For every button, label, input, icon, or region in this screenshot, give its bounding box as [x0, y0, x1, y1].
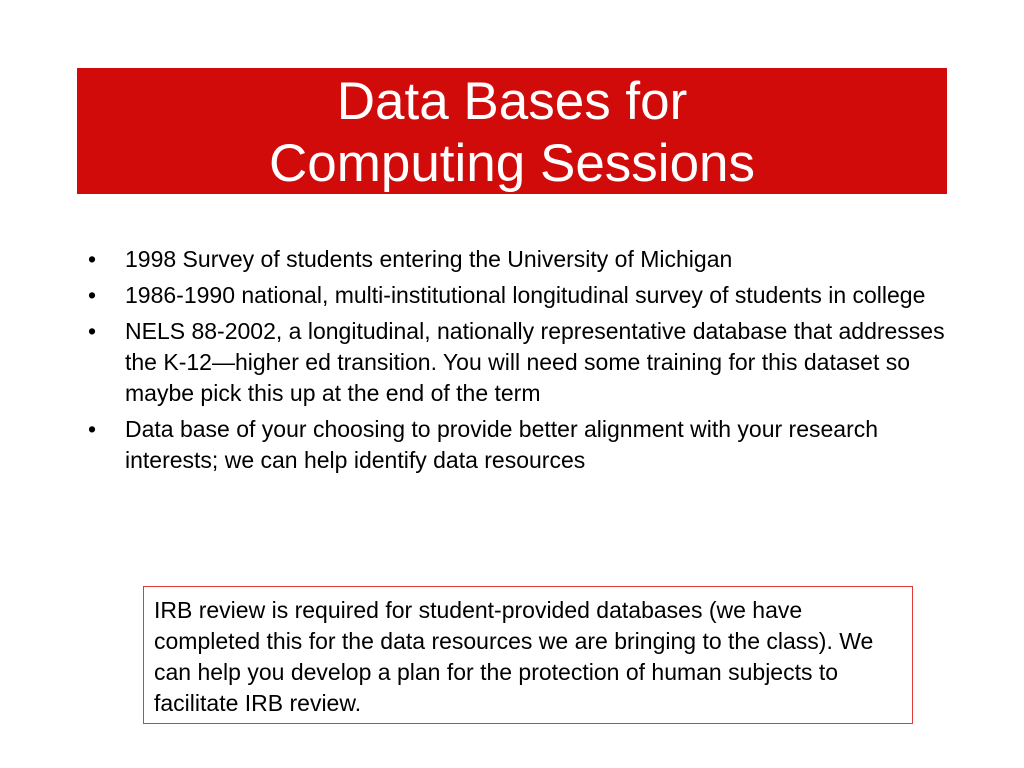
- bullet-text: 1998 Survey of students entering the University of Michigan: [125, 246, 733, 272]
- bullet-text: 1986-1990 national, multi-institutional longitudinal survey of students in college: [125, 282, 926, 308]
- bullet-text: NELS 88-2002, a longitudinal, nationally representative database that addresses the K-12—higher ed transition. You will need some training for this dataset so maybe pick this up at the end of the term: [125, 318, 945, 406]
- bullet-item-nels: [88, 316, 948, 409]
- bullet-marker: •: [88, 246, 97, 272]
- slide-title-line-1: Data Bases for: [336, 72, 688, 131]
- bullet-item-1998-survey: [88, 244, 948, 275]
- bullet-marker: •: [88, 282, 97, 308]
- title-banner: [77, 68, 947, 194]
- irb-note-text: IRB review is required for student-provided databases (we have completed this for the data resources we are bringing to the class). We can help you develop a plan for the protection of human subjects to facilitate IRB review.: [154, 597, 874, 716]
- slide-title-line-2: Computing Sessions: [268, 134, 756, 193]
- bullet-item-own-database: [88, 414, 948, 476]
- bullet-text: Data base of your choosing to provide better alignment with your research interests; we can help identify data resources: [125, 416, 879, 473]
- bullet-marker: •: [88, 416, 97, 442]
- bullet-item-1986-survey: [88, 280, 948, 311]
- irb-note-box: [143, 586, 913, 724]
- bullet-list: [88, 244, 948, 481]
- bullet-marker: •: [88, 318, 97, 344]
